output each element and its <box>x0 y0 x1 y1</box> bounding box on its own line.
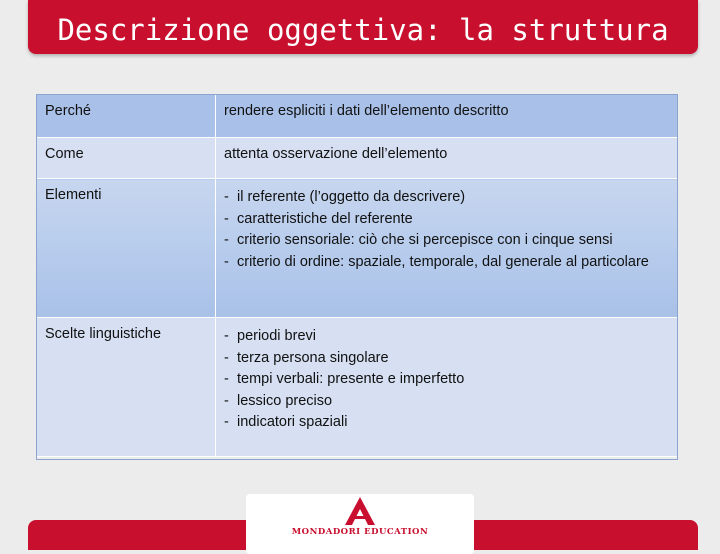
structure-table <box>36 94 678 457</box>
list-item: - terza persona singolare <box>224 348 669 370</box>
scelte-list <box>224 326 669 434</box>
logo-text: MONDADORI EDUCATION <box>291 527 429 537</box>
table-row <box>37 95 678 138</box>
list-item: - caratteristiche del referente <box>224 209 669 231</box>
list-item: - lessico preciso <box>224 391 669 413</box>
row-content <box>216 318 678 457</box>
row-label: Come <box>37 138 216 179</box>
elementi-list <box>224 187 669 273</box>
list-item: - indicatori spaziali <box>224 412 669 434</box>
row-content: rendere espliciti i dati dell’elemento descritto <box>216 95 678 138</box>
mondadori-logo-icon <box>342 496 378 526</box>
row-label: Scelte linguistiche <box>37 318 216 457</box>
list-item: - criterio sensoriale: ciò che si percepisce con i cinque sensi <box>224 230 669 252</box>
row-label: Perché <box>37 95 216 138</box>
list-item: - periodi brevi <box>224 326 669 348</box>
row-content <box>216 179 678 318</box>
list-item: - criterio di ordine: spaziale, temporale, dal generale al particolare <box>224 252 669 274</box>
list-item: - tempi verbali: presente e imperfetto <box>224 369 669 391</box>
row-content: attenta osservazione dell’elemento <box>216 138 678 179</box>
publisher-logo <box>246 494 474 554</box>
table-row <box>37 138 678 179</box>
title-bar <box>28 0 698 54</box>
list-item: - il referente (l’oggetto da descrivere) <box>224 187 669 209</box>
row-label: Elementi <box>37 179 216 318</box>
slide-title: Descrizione oggettiva: la struttura <box>57 13 669 47</box>
table-row <box>37 179 678 318</box>
table-row <box>37 318 678 457</box>
